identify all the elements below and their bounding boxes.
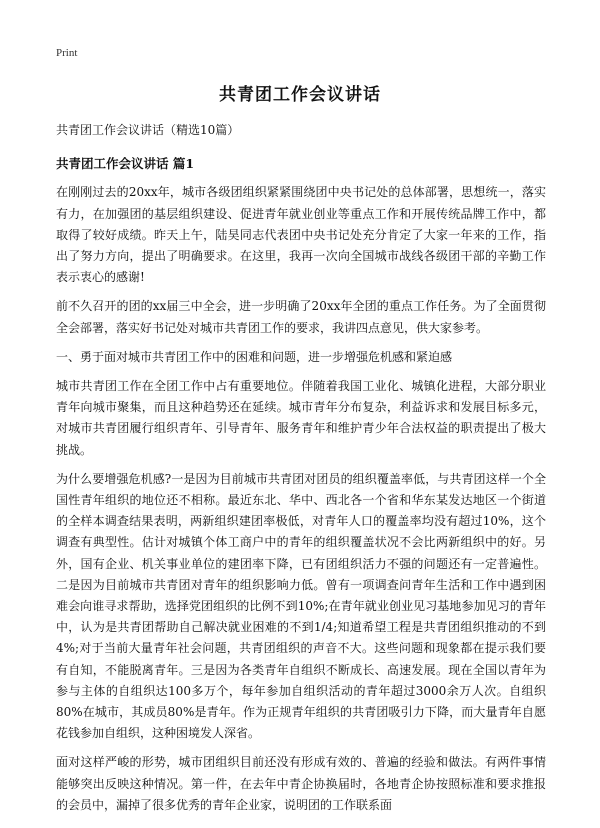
article-body — [56, 120, 546, 824]
print-link[interactable]: Print — [56, 47, 78, 59]
paragraph: 为什么要增强危机感?一是因为目前城市共青团对团员的组织覆盖率低，与共青团这样一个全国性青年组织的地位还不相称。最近东北、华中、西北各一个省和华东某发达地区一个街道的全样本调查结果表明，两新组织建团率极低，对青年人口的覆盖率均没有超过10%，这个调查有典型性。估计对城镇个体工商户中的青年的组织覆盖状况不会比两新组织中的好。另外，国有企业、机关事业单位的建团率下降，已有团组织活力不强的问题还有一定普遍性。二是因为目前城市共青团对青年的组织影响力低。曾有一项调查问青年生活和工作中遇到困难会向谁寻求帮助，选择党团组织的比例不到10%;在青年就业创业见习基地参加见习的青年中，认为是共青团帮助自己解决就业困难的不到1/4;知道希望工程是共青团组织推动的不到4%;对于当前大量青年社会问题，共青团组织的声音不大。这些问题和现象都在提示我们要有自知，不能脱离青年。三是因为各类青年自组织不断成长、高速发展。现在全国以青年为参与主体的自组织达100多万个，每年参加自组织活动的青年超过3000余万人次。自组织80%在城市，其成员80%是青年。作为正规青年组织的共青团吸引力下降，而大量青年自愿花钱参加自组织，这种困境发人深省。 — [56, 471, 546, 741]
paragraph: 在刚刚过去的20xx年，城市各级团组织紧紧围绕团中央书记处的总体部署，思想统一，落实有力，在加强团的基层组织建设、促进青年就业创业等重点工作和开展传统品牌工作中，都取得了较好成绩。昨天上午，陆昊同志代表团中央书记处充分肯定了大家一年来的工作，指出了努力方向，提出了明确要求。在这里，我再一次向全国城市战线各级团干部的辛勤工作表示衷心的感谢! — [56, 185, 546, 285]
paragraph: 前不久召开的团的xx届三中全会，进一步明确了20xx年全团的重点工作任务。为了全面贯彻全会部署，落实好书记处对城市共青团工作的要求，我讲四点意见，供大家参考。 — [56, 299, 546, 335]
page-title: 共青团工作会议讲话 — [219, 85, 381, 105]
paragraph: 城市共青团工作在全团工作中占有重要地位。伴随着我国工业化、城镇化进程，大部分职业青年向城市聚集，而且这种趋势还在延续。城市青年分布复杂，利益诉求和发展目标多元，对城市共青团履行组织青年、引导青年、服务青年和维护青少年合法权益的职责提出了极大挑战。 — [56, 379, 546, 457]
paragraph: 面对这样严峻的形势，城市团组织目前还没有形成有效的、普遍的经验和做法。有两件事情能够突出反映这种情况。第一件，在去年中青企协换届时，各地青企协按照标准和要求推报的会员中，漏掉了很多优秀的青年企业家，说明团的工作联系面 — [56, 755, 546, 812]
section-heading: 共青团工作会议讲话 篇1 — [56, 156, 195, 172]
section-point-heading: 一、勇于面对城市共青团工作中的困难和问题，进一步增强危机感和紧迫感 — [56, 349, 453, 364]
document-subtitle: 共青团工作会议讲话（精选10篇） — [56, 123, 240, 137]
